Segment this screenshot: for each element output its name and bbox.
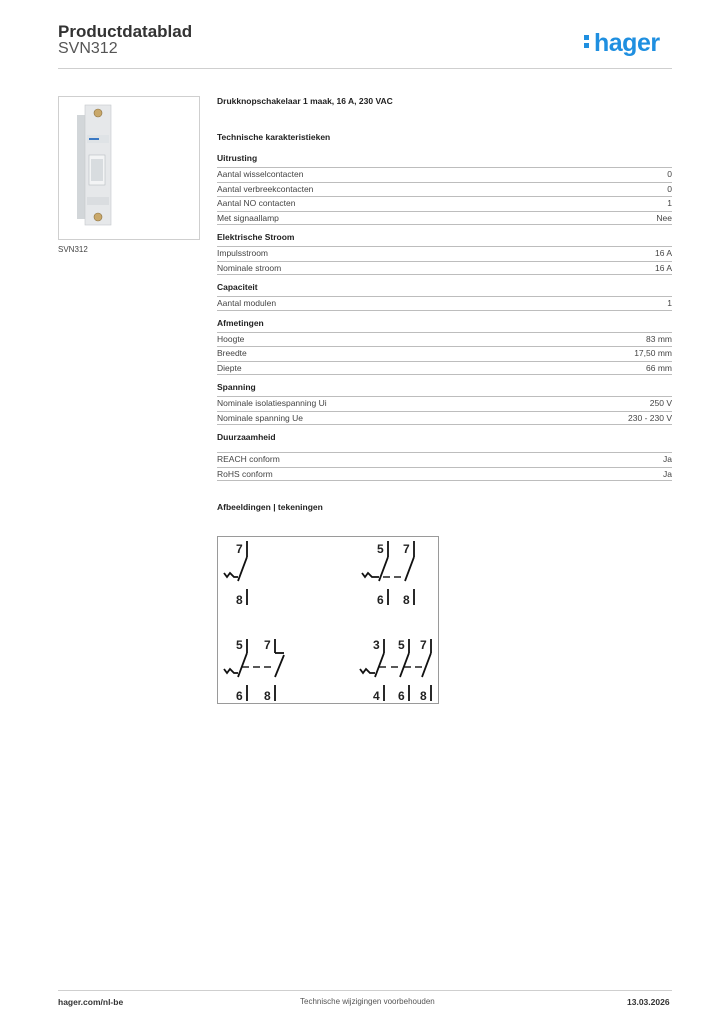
header-divider xyxy=(58,68,672,69)
section-title: Duurzaamheid xyxy=(217,432,276,442)
section-elektrische-stroom xyxy=(217,232,672,275)
spec-label: Nominale spanning Ue xyxy=(217,412,303,423)
spec-row xyxy=(217,361,672,376)
terminal-label: 7 xyxy=(264,638,271,652)
section-title: Elektrische Stroom xyxy=(217,232,295,242)
product-description: Drukknopschakelaar 1 maak, 16 A, 230 VAC xyxy=(217,96,393,106)
product-code: SVN312 xyxy=(58,40,118,57)
spec-row xyxy=(217,396,672,411)
terminal-label: 8 xyxy=(420,689,427,703)
footer-date: 13.03.2026 xyxy=(627,997,670,1007)
spec-value: 83 mm xyxy=(646,333,672,344)
spec-label: RoHS conform xyxy=(217,468,273,479)
footer-note: Technische wijzigingen voorbehouden xyxy=(300,997,435,1006)
section-afmetingen xyxy=(217,318,672,376)
terminal-label: 5 xyxy=(236,638,243,652)
breaker-device-icon xyxy=(59,97,199,239)
spec-value: 1 xyxy=(667,298,672,308)
spec-label: Aantal modulen xyxy=(217,298,277,308)
spec-label: Aantal NO contacten xyxy=(217,198,296,208)
spec-value: 16 A xyxy=(654,262,672,273)
wiring-diagrams xyxy=(217,536,439,704)
contact-diagram-icon xyxy=(218,537,438,703)
spec-value: 0 xyxy=(667,183,672,194)
footer-website: hager.com/nl-be xyxy=(58,997,124,1007)
spec-row xyxy=(217,211,672,226)
spec-label: REACH conform xyxy=(217,454,280,464)
spec-row xyxy=(217,196,672,211)
spec-label: Nominale stroom xyxy=(217,262,282,273)
spec-row xyxy=(217,167,672,182)
terminal-label: 8 xyxy=(236,593,243,607)
terminal-label: 7 xyxy=(420,638,427,652)
spec-label: Hoogte xyxy=(217,333,245,344)
spec-value: 17,50 mm xyxy=(634,348,672,358)
spec-row xyxy=(217,346,672,361)
terminal-label: 6 xyxy=(377,593,384,607)
section-uitrusting xyxy=(217,153,672,225)
terminal-label: 7 xyxy=(236,542,243,556)
spec-row xyxy=(217,332,672,347)
spec-value: 230 - 230 V xyxy=(628,412,672,423)
spec-row xyxy=(217,246,672,261)
section-title: Capaciteit xyxy=(217,282,258,292)
tech-heading: Technische karakteristieken xyxy=(217,132,331,142)
spec-value: 0 xyxy=(667,169,672,179)
section-title: Afmetingen xyxy=(217,317,264,328)
spec-row xyxy=(217,296,672,311)
spec-label: Impulsstroom xyxy=(217,248,269,258)
terminal-label: 8 xyxy=(264,689,271,703)
section-duurzaamheid xyxy=(217,432,672,481)
product-photo xyxy=(58,96,200,240)
footer-divider xyxy=(58,990,672,991)
images-heading: Afbeeldingen | tekeningen xyxy=(217,502,323,512)
spec-value: Nee xyxy=(656,212,672,223)
spec-label: Aantal wisselcontacten xyxy=(217,169,304,179)
section-title: Spanning xyxy=(217,382,256,392)
page-title: Productdatablad xyxy=(58,22,193,41)
terminal-label: 7 xyxy=(403,542,410,556)
spec-row xyxy=(217,261,672,276)
spec-row xyxy=(217,467,672,482)
spec-value: 66 mm xyxy=(646,362,672,373)
terminal-label: 8 xyxy=(403,593,410,607)
photo-caption: SVN312 xyxy=(58,245,88,254)
section-capaciteit xyxy=(217,282,672,311)
spec-row xyxy=(217,452,672,467)
spec-value: 1 xyxy=(667,198,672,208)
spec-row xyxy=(217,182,672,197)
terminal-label: 5 xyxy=(377,542,384,556)
spec-value: 16 A xyxy=(654,248,672,258)
spec-label: Breedte xyxy=(217,348,247,358)
spec-row xyxy=(217,411,672,426)
spec-label: Met signaallamp xyxy=(217,212,279,223)
terminal-label: 3 xyxy=(373,638,380,652)
logo-text: hager xyxy=(594,29,660,57)
spec-value: 250 V xyxy=(649,398,672,408)
spec-label: Diepte xyxy=(217,362,242,373)
spec-value: Ja xyxy=(663,454,672,464)
logo-dots-icon xyxy=(584,35,590,49)
spec-content xyxy=(217,96,672,516)
section-spanning xyxy=(217,382,672,425)
spec-label: Nominale isolatiespanning Ui xyxy=(217,398,327,408)
spec-value: Ja xyxy=(663,468,672,479)
terminal-label: 6 xyxy=(398,689,405,703)
terminal-label: 6 xyxy=(236,689,243,703)
spec-label: Aantal verbreekcontacten xyxy=(217,183,314,194)
terminal-label: 5 xyxy=(398,638,405,652)
terminal-label: 4 xyxy=(373,689,380,703)
section-title: Uitrusting xyxy=(217,153,258,163)
